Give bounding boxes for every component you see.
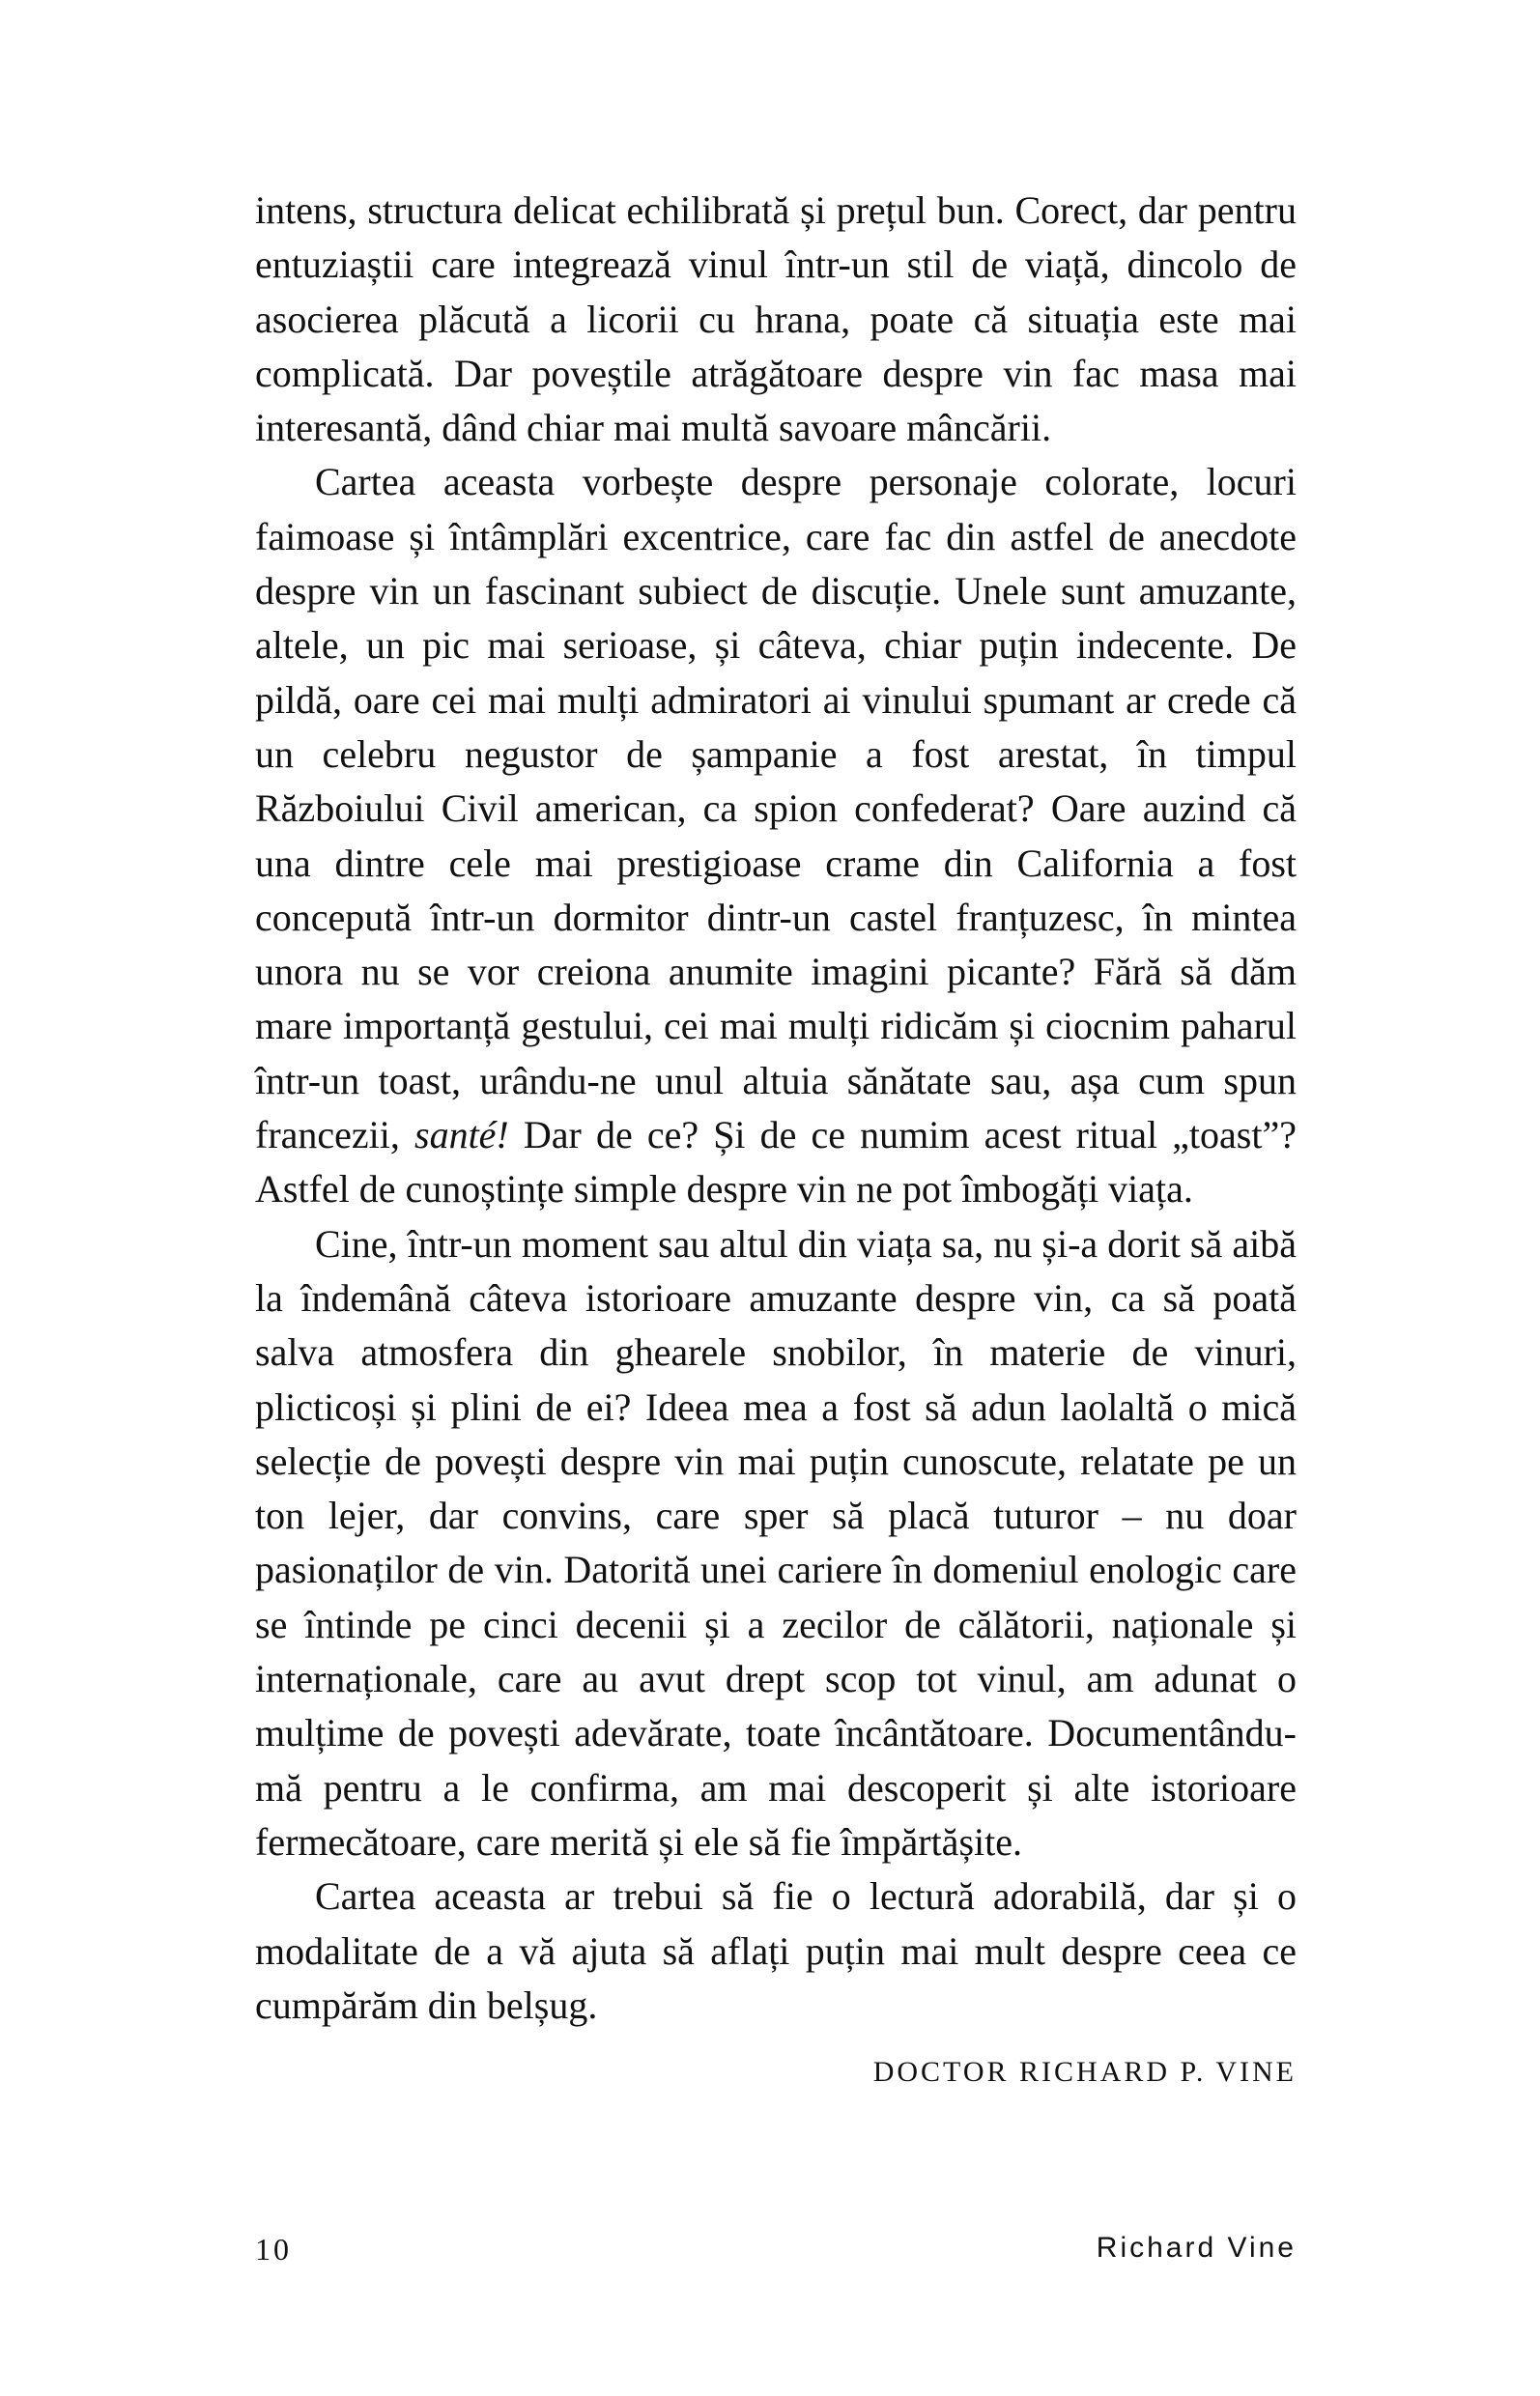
running-head-author: Richard Vine: [1096, 2232, 1297, 2264]
paragraph-3: Cine, într-un moment sau altul din viața sa, nu și-a dorit să aibă la îndemână câteva istorioare amuzante despre vin, ca să poată salva atmosfera din ghearele snobilor, în materie de vinuri, plicticoși și plini de ei? Ideea mea a fost să adun laolaltă o mică selecție de povești despre vin mai puțin cunoscute, relatate pe un ton lejer, dar convins, care sper să placă tuturor – nu doar pasionaților de vin. Datorită unei cariere în domeniul enologic care se întinde pe cinci decenii și a zecilor de călătorii, naționale și internaționale, care au avut drept scop tot vinul, am adunat o mulțime de povești adevărate, toate încântătoare. Documentându-mă pentru a le confirma, am mai descoperit și alte istorioare fermecătoare, care merită și ele să fie împărtășite.: [255, 1221, 1297, 1864]
body-text: [255, 184, 1297, 2033]
paragraph-2-text-start: Cartea aceasta vorbește despre personaje colorate, locuri faimoase și întâmplări excentrice, care fac din astfel de anecdote despre vin un fascinant subiect de discuție. Unele sunt amuzante, altele, un pic mai serioase, și câteva, chiar puțin indecente. De pildă, oare cei mai mulți admiratori ai vinului spumant ar crede că un celebru negustor de șampanie a fost arestat, în timpul Războiului Civil american, ca spion confederat? Oare auzind că una dintre cele mai prestigioase crame din California a fost concepută într-un dormitor dintr-un castel franțuzesc, în mintea unora nu se vor creiona anumite imagini picante? Fără să dăm mare importanță gestului, cei mai mulți ridicăm și ciocnim paharul într-un toast, urându-ne unul altuia sănătate sau, așa cum spun francezii,: [255, 460, 1297, 1157]
paragraph-4: Cartea aceasta ar trebui să fie o lectură adorabilă, dar și o modalitate de a vă ajuta să aflați puțin mai mult despre ceea ce cumpărăm din belșug.: [255, 1874, 1297, 2027]
page-number: 10: [255, 2232, 292, 2267]
paragraph-2: [255, 455, 1297, 1216]
paragraph-2-text-end: Dar de ce? Și de ce numim acest ritual „toast”? Astfel de cunoștințe simple despre vin ne pot îmbogăți viața.: [255, 1113, 1297, 1212]
author-signature: DOCTOR RICHARD P. VINE: [872, 2056, 1297, 2088]
paragraph-2-italic-word: santé!: [414, 1113, 509, 1157]
paragraph-1: intens, structura delicat echilibrată și prețul bun. Corect, dar pentru entuziaștii care integrează vinul într-un stil de viață, dincolo de asocierea plăcută a licorii cu hrana, poate că situația este mai complicată. Dar poveștile atrăgătoare despre vin fac masa mai interesantă, dând chiar mai multă savoare mâncării.: [255, 188, 1297, 450]
